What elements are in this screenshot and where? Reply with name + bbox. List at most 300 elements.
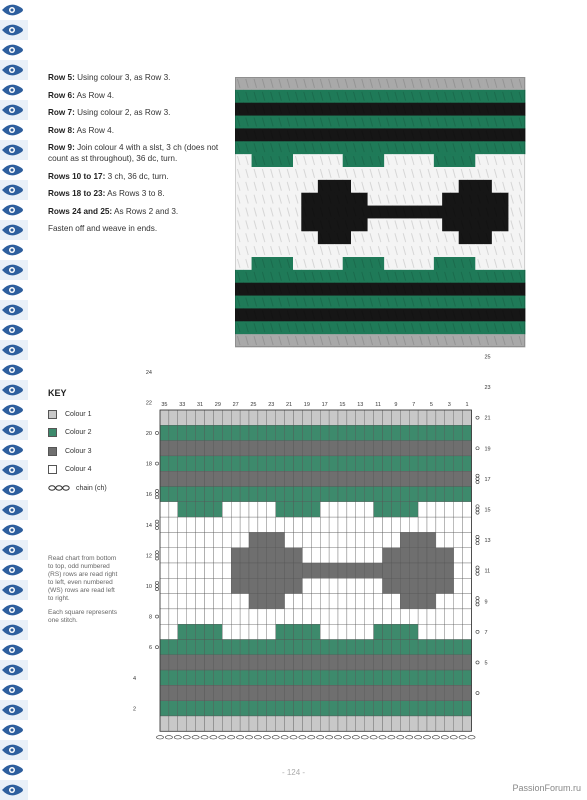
chart-cell [311, 517, 320, 532]
chart-cell [436, 701, 445, 716]
chart-cell [329, 502, 338, 517]
chart-cell [169, 487, 178, 502]
chart-cell [320, 563, 329, 578]
chain-symbol [155, 489, 158, 492]
chart-cell [222, 685, 231, 700]
chart-cell [169, 517, 178, 532]
chart-cell [249, 578, 258, 593]
chart-cell [445, 548, 454, 563]
chart-cell [400, 716, 409, 731]
chart-cell [267, 563, 276, 578]
right-row-label: 19 [484, 446, 491, 453]
chain-symbol [476, 535, 479, 538]
chart-cell [249, 563, 258, 578]
chart-cell [231, 609, 240, 624]
chart-cell [338, 487, 347, 502]
chart-cell [196, 716, 205, 731]
chain-symbol [476, 692, 479, 695]
key-label: Colour 4 [65, 466, 92, 474]
chain-symbol [155, 646, 158, 649]
chart-cell [329, 624, 338, 639]
chart-cell [205, 594, 214, 609]
chart-cell [231, 410, 240, 425]
chart-cell [302, 410, 311, 425]
chart-cell [294, 532, 303, 547]
chart-cell [196, 578, 205, 593]
chart-cell [196, 471, 205, 486]
chart-cell [187, 502, 196, 517]
chart-cell [169, 609, 178, 624]
chart-cell [240, 624, 249, 639]
chart-cell [454, 655, 463, 670]
chart-cell [427, 640, 436, 655]
foundation-chain [192, 736, 199, 739]
chart-cell [383, 701, 392, 716]
chart-cell [231, 655, 240, 670]
chart-cell [249, 670, 258, 685]
chart-cell [338, 624, 347, 639]
right-row-label: 5 [484, 660, 488, 667]
chart-cell [258, 410, 267, 425]
chart-cell [205, 655, 214, 670]
chart-cell [418, 487, 427, 502]
chart-cell [196, 670, 205, 685]
chart-cell [222, 532, 231, 547]
chart-cell [383, 640, 392, 655]
chart-cell [329, 594, 338, 609]
chart-cell [187, 716, 196, 731]
key-label: Colour 2 [65, 429, 92, 437]
chart-cell [160, 517, 169, 532]
chain-symbol [155, 496, 158, 499]
chart-cell [187, 487, 196, 502]
chart-cell [418, 685, 427, 700]
chart-cell [356, 425, 365, 440]
chart-cell [294, 655, 303, 670]
chart-cell [463, 425, 472, 440]
chart-cell [160, 670, 169, 685]
chart-cell [213, 532, 222, 547]
watermark: PassionForum.ru [512, 783, 581, 793]
chart-cell [418, 532, 427, 547]
chart-cell [205, 517, 214, 532]
top-stitch-label: 27 [232, 402, 239, 408]
chart-cell [356, 456, 365, 471]
chart-cell [267, 548, 276, 563]
chart-cell [249, 532, 258, 547]
instruction-text: As Rows 3 to 8. [105, 189, 165, 198]
chart-cell [391, 685, 400, 700]
chart-cell [249, 517, 258, 532]
chart-cell [338, 640, 347, 655]
chart-cell [285, 563, 294, 578]
instruction-text: Join colour 4 with a slst, 3 ch (does not count as st throughout), 36 dc, turn. [48, 143, 219, 163]
chart-cell [294, 594, 303, 609]
chart-cell [383, 410, 392, 425]
chart-cell [400, 655, 409, 670]
chain-symbol [476, 569, 479, 572]
chart-cell [160, 502, 169, 517]
foundation-chain [352, 736, 359, 739]
chart-cell [249, 701, 258, 716]
chart-cell [454, 640, 463, 655]
instruction-row [48, 125, 238, 136]
chart-cell [418, 563, 427, 578]
chart-cell [347, 410, 356, 425]
chart-cell [391, 532, 400, 547]
chart-cell [454, 410, 463, 425]
foundation-chain [308, 736, 315, 739]
chart-cell [178, 410, 187, 425]
top-stitch-label: 33 [179, 402, 186, 408]
chart-cell [320, 594, 329, 609]
chart-cell [169, 640, 178, 655]
chart-cell [169, 594, 178, 609]
chart-cell [454, 701, 463, 716]
top-stitch-label: 3 [447, 402, 451, 408]
chart-cell [276, 563, 285, 578]
chain-symbol [155, 523, 158, 526]
chart-cell [187, 701, 196, 716]
chart-cell [445, 578, 454, 593]
chart-cell [294, 548, 303, 563]
chart-cell [329, 410, 338, 425]
chart-cell [311, 655, 320, 670]
chart-cell [231, 563, 240, 578]
foundation-chain [317, 736, 324, 739]
chart-cell [258, 578, 267, 593]
chart-cell [454, 609, 463, 624]
chart-cell [320, 716, 329, 731]
chart-cell [213, 609, 222, 624]
chain-symbol [155, 554, 158, 557]
chart-cell [418, 640, 427, 655]
chart-cell [222, 563, 231, 578]
chart-cell [400, 701, 409, 716]
chain-symbol [155, 520, 158, 523]
chart-cell [311, 609, 320, 624]
chart-cell [249, 471, 258, 486]
chart-cell [329, 609, 338, 624]
chart-cell [169, 655, 178, 670]
chart-cell [409, 640, 418, 655]
chart-cell [276, 609, 285, 624]
chart-cell [400, 471, 409, 486]
chart-cell [205, 624, 214, 639]
chart-cell [391, 441, 400, 456]
chart-cell [240, 670, 249, 685]
chart-cell [347, 456, 356, 471]
chart-cell [400, 487, 409, 502]
chart-cell [329, 425, 338, 440]
chart-cell [329, 563, 338, 578]
right-row-label: 9 [484, 599, 488, 606]
chart-cell [160, 609, 169, 624]
key-title: KEY [48, 388, 67, 398]
chart-cell [285, 578, 294, 593]
chain-symbol [476, 661, 479, 664]
chart-cell [213, 670, 222, 685]
chart-cell [374, 532, 383, 547]
instruction-row [48, 171, 238, 182]
chart-cell [276, 655, 285, 670]
chart-cell [383, 609, 392, 624]
chart-cell [222, 502, 231, 517]
chart-cell [302, 685, 311, 700]
chart-cell [213, 640, 222, 655]
chart-cell [463, 563, 472, 578]
chart-cell [205, 716, 214, 731]
chart-cell [285, 670, 294, 685]
instruction-label: Row 5: [48, 73, 75, 82]
chart-cell [178, 624, 187, 639]
chart-cell [463, 685, 472, 700]
chart-cell [222, 594, 231, 609]
chart-cell [276, 716, 285, 731]
chart-cell [249, 441, 258, 456]
chart-cell [427, 563, 436, 578]
chart-cell [347, 487, 356, 502]
chart-cell [365, 532, 374, 547]
chart-cell [454, 532, 463, 547]
chart-cell [418, 624, 427, 639]
chart-cell [160, 410, 169, 425]
instruction-text: 3 ch, 36 dc, turn. [105, 171, 169, 181]
chart-cell [311, 578, 320, 593]
instruction-label: Rows 18 to 23: [48, 189, 106, 198]
chart-cell [454, 487, 463, 502]
chain-symbol [476, 416, 479, 419]
chart-cell [187, 517, 196, 532]
chart-cell [249, 624, 258, 639]
chart-cell [231, 578, 240, 593]
chart-cell [409, 456, 418, 471]
chart-cell [347, 609, 356, 624]
chart-cell [311, 441, 320, 456]
chart-cell [205, 487, 214, 502]
chart-cell [258, 563, 267, 578]
chart-cell [409, 471, 418, 486]
chart-cell [178, 716, 187, 731]
chart-cell [249, 594, 258, 609]
chart-cell [240, 502, 249, 517]
chart-cell [454, 548, 463, 563]
chart-cell [356, 655, 365, 670]
chart-cell [267, 594, 276, 609]
chart-cell [258, 594, 267, 609]
chart-cell [418, 471, 427, 486]
chart-cell [294, 701, 303, 716]
chart-cell [178, 548, 187, 563]
chain-symbol [476, 597, 479, 600]
chart-cell [231, 716, 240, 731]
chart-cell [338, 609, 347, 624]
chart-cell [302, 441, 311, 456]
chart-cell [436, 456, 445, 471]
chart-cell [356, 441, 365, 456]
chart-cell [347, 685, 356, 700]
chart-cell [391, 716, 400, 731]
chart-cell [383, 548, 392, 563]
chart-cell [222, 456, 231, 471]
chart-cell [205, 532, 214, 547]
chart-cell [294, 624, 303, 639]
chart-cell [445, 456, 454, 471]
instruction-label: Rows 24 and 25: [48, 206, 113, 216]
chart-cell [205, 701, 214, 716]
foundation-chain [245, 736, 252, 739]
chart-cell [427, 441, 436, 456]
chart-cell [213, 502, 222, 517]
chart-cell [365, 685, 374, 700]
chart-cell [294, 517, 303, 532]
instruction-label: Row 9: [48, 143, 75, 152]
chart-cell [231, 487, 240, 502]
chart-cell [356, 670, 365, 685]
chart-cell [320, 701, 329, 716]
chart-cell [391, 594, 400, 609]
chart-cell [418, 716, 427, 731]
chart-cell [400, 594, 409, 609]
chart-cell [400, 517, 409, 532]
chart-cell [400, 609, 409, 624]
chart-cell [374, 410, 383, 425]
chart-cell [347, 425, 356, 440]
chart-cell [258, 532, 267, 547]
key-label: chain (ch) [76, 484, 107, 492]
chart-cell [302, 670, 311, 685]
chart-cell [213, 425, 222, 440]
chart-cell [329, 716, 338, 731]
chart-cell [267, 685, 276, 700]
chain-symbol [476, 508, 479, 511]
chart-cell [196, 624, 205, 639]
chart-cell [347, 578, 356, 593]
chart-cell [338, 655, 347, 670]
chain-symbol [476, 477, 479, 480]
chart-cell [329, 532, 338, 547]
chart-cell [285, 624, 294, 639]
chart-cell [160, 624, 169, 639]
chart-cell [258, 624, 267, 639]
left-row-label: 20 [145, 430, 152, 437]
chart-cell [374, 716, 383, 731]
chart-cell [445, 640, 454, 655]
chart-cell [187, 670, 196, 685]
chart-cell [445, 487, 454, 502]
colour-3-swatch [48, 447, 57, 456]
chart-cell [311, 487, 320, 502]
chain-symbol [476, 474, 479, 477]
chart-cell [285, 685, 294, 700]
chart-cell [160, 563, 169, 578]
chart-cell [427, 655, 436, 670]
chart-cell [463, 609, 472, 624]
chart-cell [356, 624, 365, 639]
chart-cell [178, 670, 187, 685]
chart-cell [302, 487, 311, 502]
chart-cell [160, 532, 169, 547]
chart-cell [436, 441, 445, 456]
chart-cell [409, 410, 418, 425]
chart-cell [365, 563, 374, 578]
foundation-chain [361, 736, 368, 739]
chart-cell [383, 670, 392, 685]
chart-cell [329, 487, 338, 502]
chart-cell [436, 640, 445, 655]
chart-cell [463, 487, 472, 502]
chain-symbol [155, 557, 158, 560]
chart-cell [302, 701, 311, 716]
chart-cell [427, 624, 436, 639]
chart-cell [409, 517, 418, 532]
chain-symbol [155, 584, 158, 587]
chart-cell [383, 441, 392, 456]
chart-cell [365, 716, 374, 731]
chart-cell [347, 640, 356, 655]
chart-cell [240, 640, 249, 655]
chart-cell [160, 425, 169, 440]
chart-cell [205, 502, 214, 517]
chart-cell [418, 578, 427, 593]
chart-cell [329, 640, 338, 655]
chart-cell [196, 563, 205, 578]
chart-cell [205, 685, 214, 700]
instruction-text: Using colour 3, as Row 3. [74, 73, 171, 82]
chart-cell [213, 578, 222, 593]
chart-cell [258, 701, 267, 716]
chart-cell [409, 685, 418, 700]
chart-cell [178, 578, 187, 593]
chart-cell [374, 624, 383, 639]
chart-cell [294, 471, 303, 486]
chart-cell [454, 441, 463, 456]
chain-symbol [476, 481, 479, 484]
chart-cell [205, 425, 214, 440]
chart-cell [231, 548, 240, 563]
note-square-meaning: Each square represents one stitch. [48, 609, 118, 624]
chart-cell [169, 471, 178, 486]
chart-cell [463, 624, 472, 639]
chart-cell [267, 487, 276, 502]
chart-cell [285, 471, 294, 486]
chart-cell [365, 701, 374, 716]
chart-cell [338, 578, 347, 593]
chart-cell [427, 487, 436, 502]
chart-cell [196, 487, 205, 502]
chart-cell [365, 425, 374, 440]
chart-cell [222, 624, 231, 639]
chart-cell [383, 716, 392, 731]
chart-cell [463, 701, 472, 716]
top-stitch-label: 25 [250, 402, 257, 408]
chart-cell [302, 578, 311, 593]
chart-cell [231, 701, 240, 716]
chart-cell [356, 716, 365, 731]
chart-cell [391, 640, 400, 655]
chart-cell [338, 701, 347, 716]
chart-cell [213, 685, 222, 700]
chart-cell [445, 670, 454, 685]
chain-symbol [476, 566, 479, 569]
foundation-chain [459, 736, 466, 739]
chart-cell [320, 502, 329, 517]
chart-cell [196, 640, 205, 655]
chart-cell [240, 456, 249, 471]
instruction-row [48, 107, 238, 118]
chart-cell [285, 655, 294, 670]
chart-cell [320, 456, 329, 471]
